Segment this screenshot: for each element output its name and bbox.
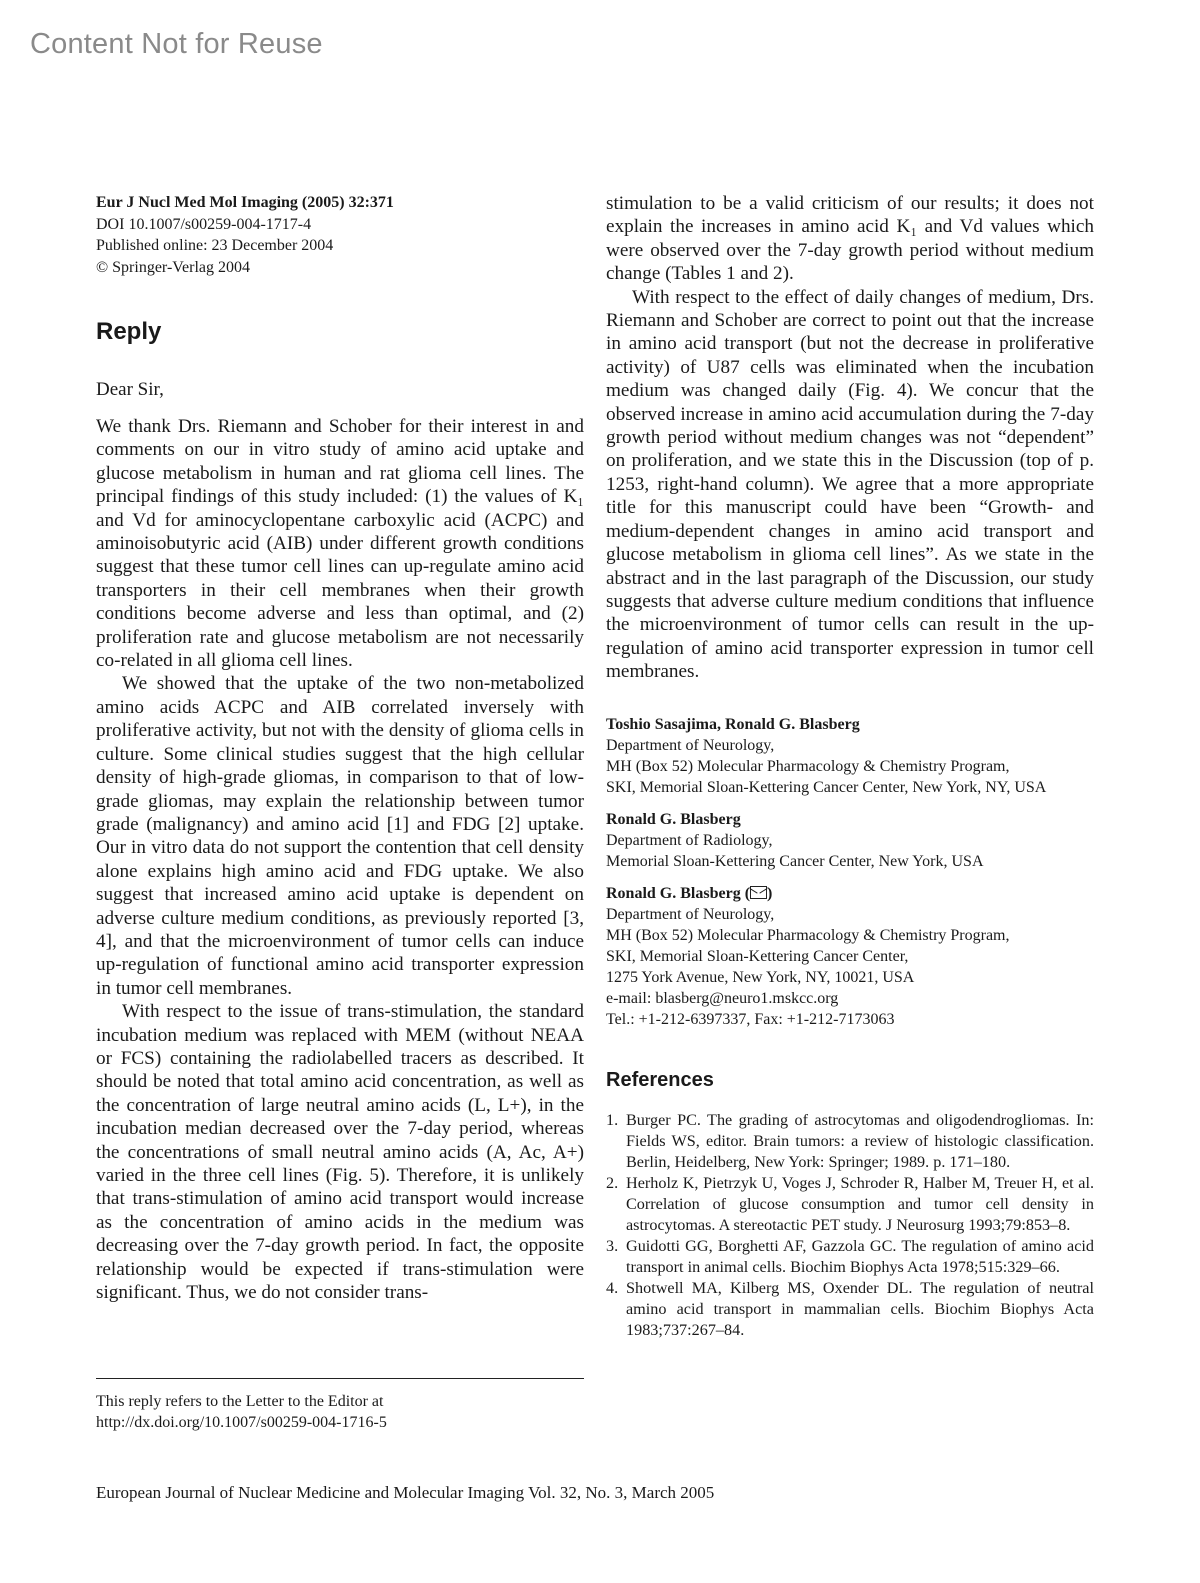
affiliation-line: MH (Box 52) Molecular Pharmacology & Chemistry Program,	[606, 926, 1010, 944]
affiliation-block	[606, 714, 1094, 798]
envelope-icon	[750, 886, 767, 899]
body-left	[96, 415, 584, 1304]
author-name: Ronald G. Blasberg	[606, 810, 741, 828]
affiliation-line: SKI, Memorial Sloan-Kettering Cancer Center, New York, NY, USA	[606, 778, 1047, 796]
watermark: Content Not for Reuse	[30, 28, 323, 60]
reference-number: 1.	[606, 1110, 619, 1129]
affiliation-line: Department of Neurology,	[606, 905, 775, 923]
page-footer: European Journal of Nuclear Medicine and Molecular Imaging Vol. 32, No. 3, March 2005	[96, 1483, 715, 1502]
reference-number: 4.	[606, 1278, 619, 1297]
paragraph-4: With respect to the effect of daily changes of medium, Drs. Riemann and Schober are correct to point out that the increase in amino acid transport (but not the decrease in proliferative activity) of U87 cells was eliminated when the incubation medium was changed daily (Fig. 4). We concur that the observed increase in amino acid accumulation during the 7-day growth period without medium changes was not “dependent” on proliferation, and we state this in the Discussion (top of p. 1253, right-hand column). We agree that a more appropriate title for this manuscript could have been “Growth- and medium-dependent changes in amino acid transport and glucose metabolism in glioma cell lines”. As we state in the abstract and in the last paragraph of the Discussion, our study suggests that adverse culture medium conditions that influence the microenvironment of tumor cells can result in the up-regulation of amino acid transporter expression in tumor cell membranes.	[606, 286, 1094, 683]
reference-text: Herholz K, Pietrzyk U, Voges J, Schroder R, Halber M, Treuer H, et al. Correlation of glucose consumption and tumor cell density in astrocytomas. A stereotactic PET study. J Neurosurg 1993;79:853–8.	[626, 1173, 1094, 1234]
footnote	[96, 1378, 584, 1433]
salutation: Dear Sir,	[96, 379, 164, 400]
author-name: Toshio Sasajima, Ronald G. Blasberg	[606, 715, 860, 733]
reference-text: Guidotti GG, Borghetti AF, Gazzola GC. The regulation of amino acid transport in animal cells. Biochim Biophys Acta 1978;515:329–66.	[626, 1236, 1094, 1276]
reference-text: Shotwell MA, Kilberg MS, Oxender DL. The regulation of neutral amino acid transport in mammalian cells. Biochim Biophys Acta 1983;737:267–84.	[626, 1278, 1094, 1339]
author-affiliations	[606, 714, 1094, 1030]
footnote-rule	[96, 1378, 584, 1379]
address-line: 1275 York Avenue, New York, NY, 10021, USA	[606, 968, 915, 986]
paragraph-3-continued: stimulation to be a valid criticism of our results; it does not explain the increases in amino acid K₁ and Vd values which were observed over the 7-day growth period without medium change (Tables 1 and 2).	[606, 193, 1094, 285]
paragraph-3: With respect to the issue of trans-stimulation, the standard incubation medium was replaced with MEM (without NEAA or FCS) containing the radiolabelled tracers as described. It should be noted that total amino acid concentration, as well as the concentration of large neutral amino acids (L, L+), in the incubation median decreased over the 7-day period, whereas the concentrations of small neutral amino acids (A, Ac, A+) varied in the three cell lines (Fig. 5). Therefore, it is unlikely that trans-stimulation of amino acid transport would increase as the concentration of amino acids in the medium was decreasing over the 7-day growth period. In fact, the opposite relationship would be expected if trans-stimulation were significant. Thus, we do not consider trans-	[96, 1001, 584, 1304]
reference-number: 3.	[606, 1236, 619, 1255]
corresponding-author-block	[606, 883, 1094, 1030]
affiliation-line: Department of Neurology,	[606, 736, 775, 754]
email-line[interactable]: e-mail: blasberg@neuro1.mskcc.org	[606, 989, 839, 1007]
paragraph-2: We showed that the uptake of the two non-metabolized amino acids ACPC and AIB correlated inversely with proliferative activity, but not with the density of glioma cells in culture. Some clinical studies suggest that the high cellular density of high-grade gliomas, in comparison to that of low-grade gliomas, may explain the relationship between tumor grade (malignancy) and amino acid [1] and FDG [2] uptake. Our in vitro data do not support the contention that cell density alone explains high amino acid and FDG uptake. We also suggest that increased amino acid uptake is dependent on adverse culture medium conditions, as previously reported [3, 4], and that the microenvironment of tumor cells can induce up-regulation of functional amino acid transporter expression in tumor cell membranes.	[96, 673, 584, 999]
reference-item	[606, 1278, 1094, 1341]
right-column	[606, 192, 1094, 1341]
affiliation-block	[606, 809, 1094, 872]
published-date: Published online: 23 December 2004	[96, 237, 334, 254]
affiliation-line: SKI, Memorial Sloan-Kettering Cancer Center,	[606, 947, 909, 965]
reference-item	[606, 1173, 1094, 1236]
body-right	[606, 192, 1094, 684]
affiliation-line: MH (Box 52) Molecular Pharmacology & Chemistry Program,	[606, 757, 1010, 775]
footnote-line-1: This reply refers to the Letter to the Editor at	[96, 1393, 384, 1410]
reference-number: 2.	[606, 1173, 619, 1192]
affiliation-line: Memorial Sloan-Kettering Cancer Center, New York, USA	[606, 852, 984, 870]
footnote-text	[96, 1391, 584, 1433]
paragraph-1: We thank Drs. Riemann and Schober for their interest in and comments on our in vitro study of amino acid uptake and glucose metabolism in human and rat glioma cell lines. The principal findings of this study included: (1) the values of K₁ and Vd for aminocyclopentane carboxylic acid (ACPC) and aminoisobutyric acid (AIB) under different growth conditions suggest that these tumor cell lines can up-regulate amino acid transporters in their cell membranes when their growth conditions become adverse and less than optimal, and (2) proliferation rate and glucose metabolism are not necessarily co-related in all glioma cell lines.	[96, 416, 584, 672]
references-heading: References	[606, 1068, 714, 1091]
corresponding-author: Ronald G. Blasberg ( )	[606, 884, 773, 902]
article-meta	[96, 192, 584, 278]
phone-line: Tel.: +1-212-6397337, Fax: +1-212-7173063	[606, 1010, 895, 1028]
reference-item	[606, 1110, 1094, 1173]
affiliation-line: Department of Radiology,	[606, 831, 773, 849]
doi: DOI 10.1007/s00259-004-1717-4	[96, 215, 312, 233]
references-list	[606, 1110, 1094, 1341]
journal-citation: Eur J Nucl Med Mol Imaging (2005) 32:371	[96, 194, 394, 211]
article-heading: Reply	[96, 318, 162, 345]
reference-text: Burger PC. The grading of astrocytomas and oligodendrogliomas. In: Fields WS, editor. Brain tumors: a review of histologic classification. Berlin, Heidelberg, New York: Springer; 1989. p. 171–180.	[626, 1110, 1094, 1171]
reference-item	[606, 1236, 1094, 1278]
left-column	[96, 192, 584, 1304]
footnote-link[interactable]: http://dx.doi.org/10.1007/s00259-004-1716-5	[96, 1414, 387, 1431]
author-name: Ronald G. Blasberg	[606, 884, 741, 902]
copyright: © Springer-Verlag 2004	[96, 258, 251, 276]
